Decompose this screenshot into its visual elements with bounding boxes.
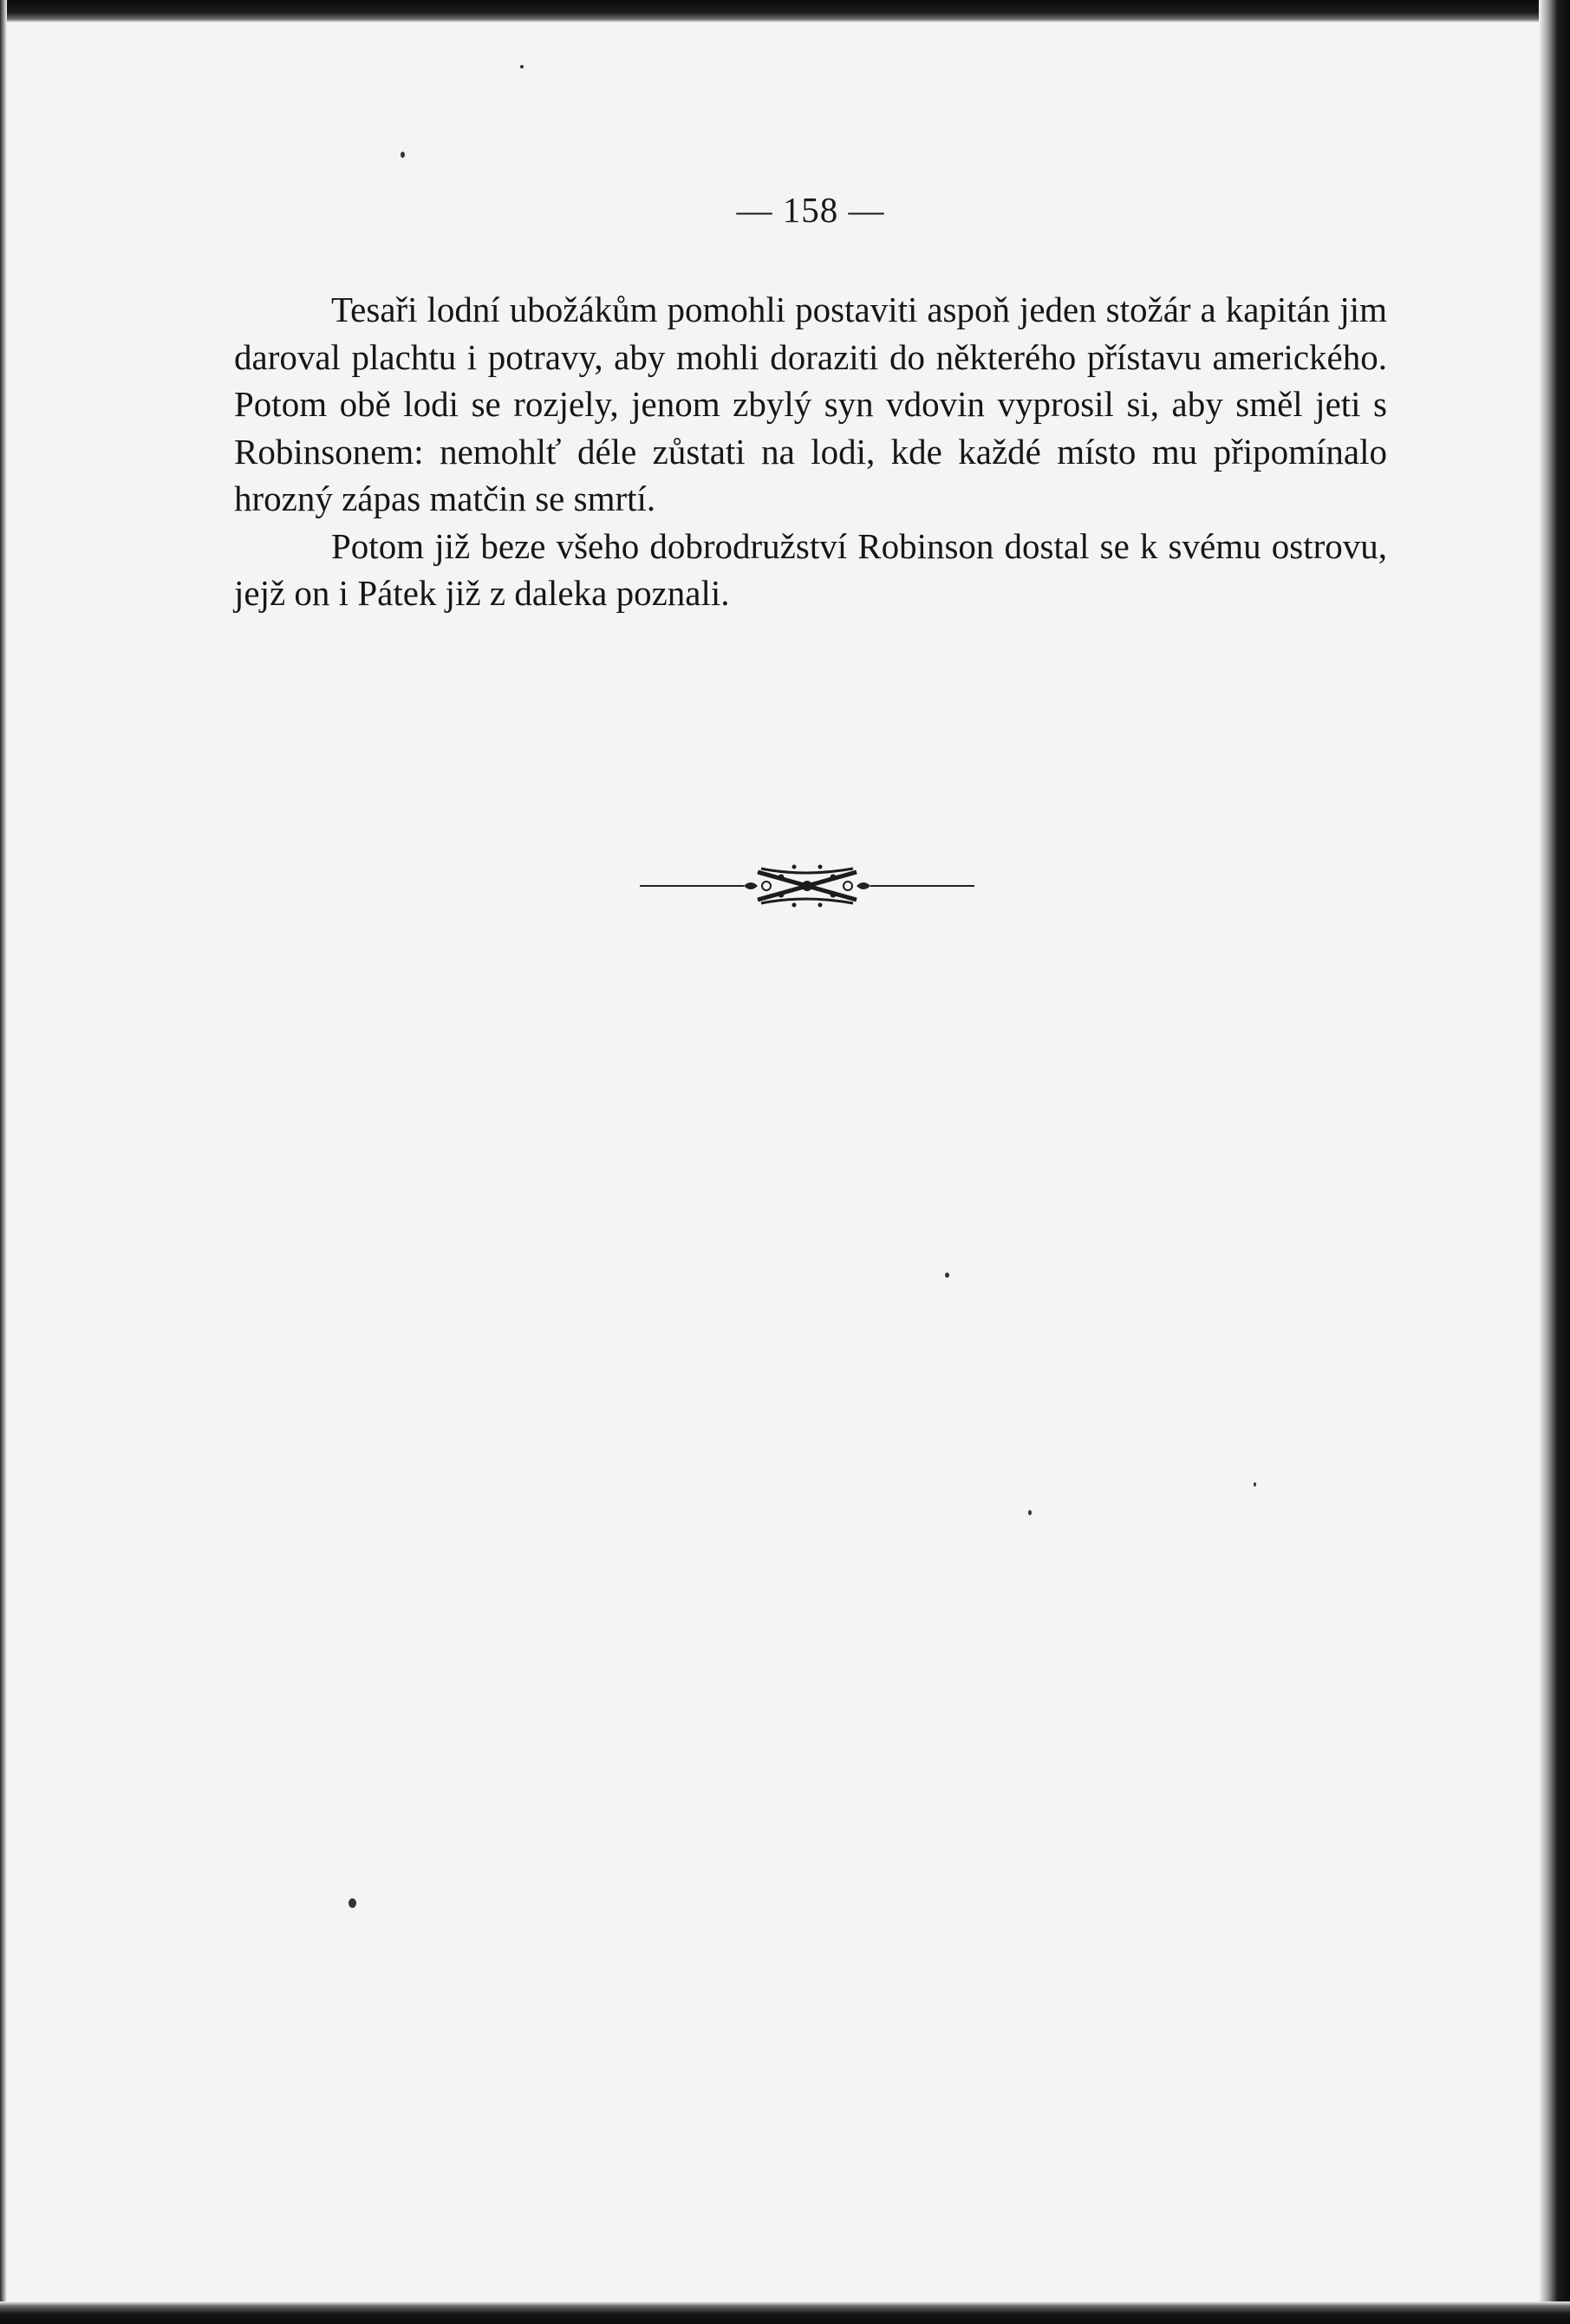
scan-speck xyxy=(1254,1482,1256,1487)
scan-speck xyxy=(1028,1510,1032,1515)
page-number: — 158 — xyxy=(736,190,885,230)
scan-border-right xyxy=(1539,0,1570,2324)
scan-speck xyxy=(401,152,405,158)
body-text xyxy=(234,286,1387,617)
decorative-tailpiece-icon xyxy=(640,858,974,914)
scan-border-left xyxy=(0,0,7,2324)
scan-speck xyxy=(520,65,524,68)
scan-border-bottom xyxy=(0,2301,1570,2324)
scan-speck xyxy=(945,1273,949,1278)
scan-speck xyxy=(349,1898,356,1908)
paragraph: Potom již beze všeho dobrodružství Robinson dostal se k svému ostrovu, jejž on i Pátek již z daleka poznali. xyxy=(234,525,1387,613)
scan-border-top xyxy=(0,0,1570,23)
paragraph: Tesaři lodní ubožákům pomohli postaviti aspoň jeden stožár a kapitán jim daroval plachtu i potravy, aby mohli doraziti do některého přístavu amerického. Potom obě lodi se rozjely, jenom zbylý syn vdovin vyprosil si, aby směl jeti s Robinsonem: nemohlť déle zůstati na lodi, kde každé místo mu připomínalo hrozný zápas matčin se smrtí. xyxy=(234,290,1387,518)
